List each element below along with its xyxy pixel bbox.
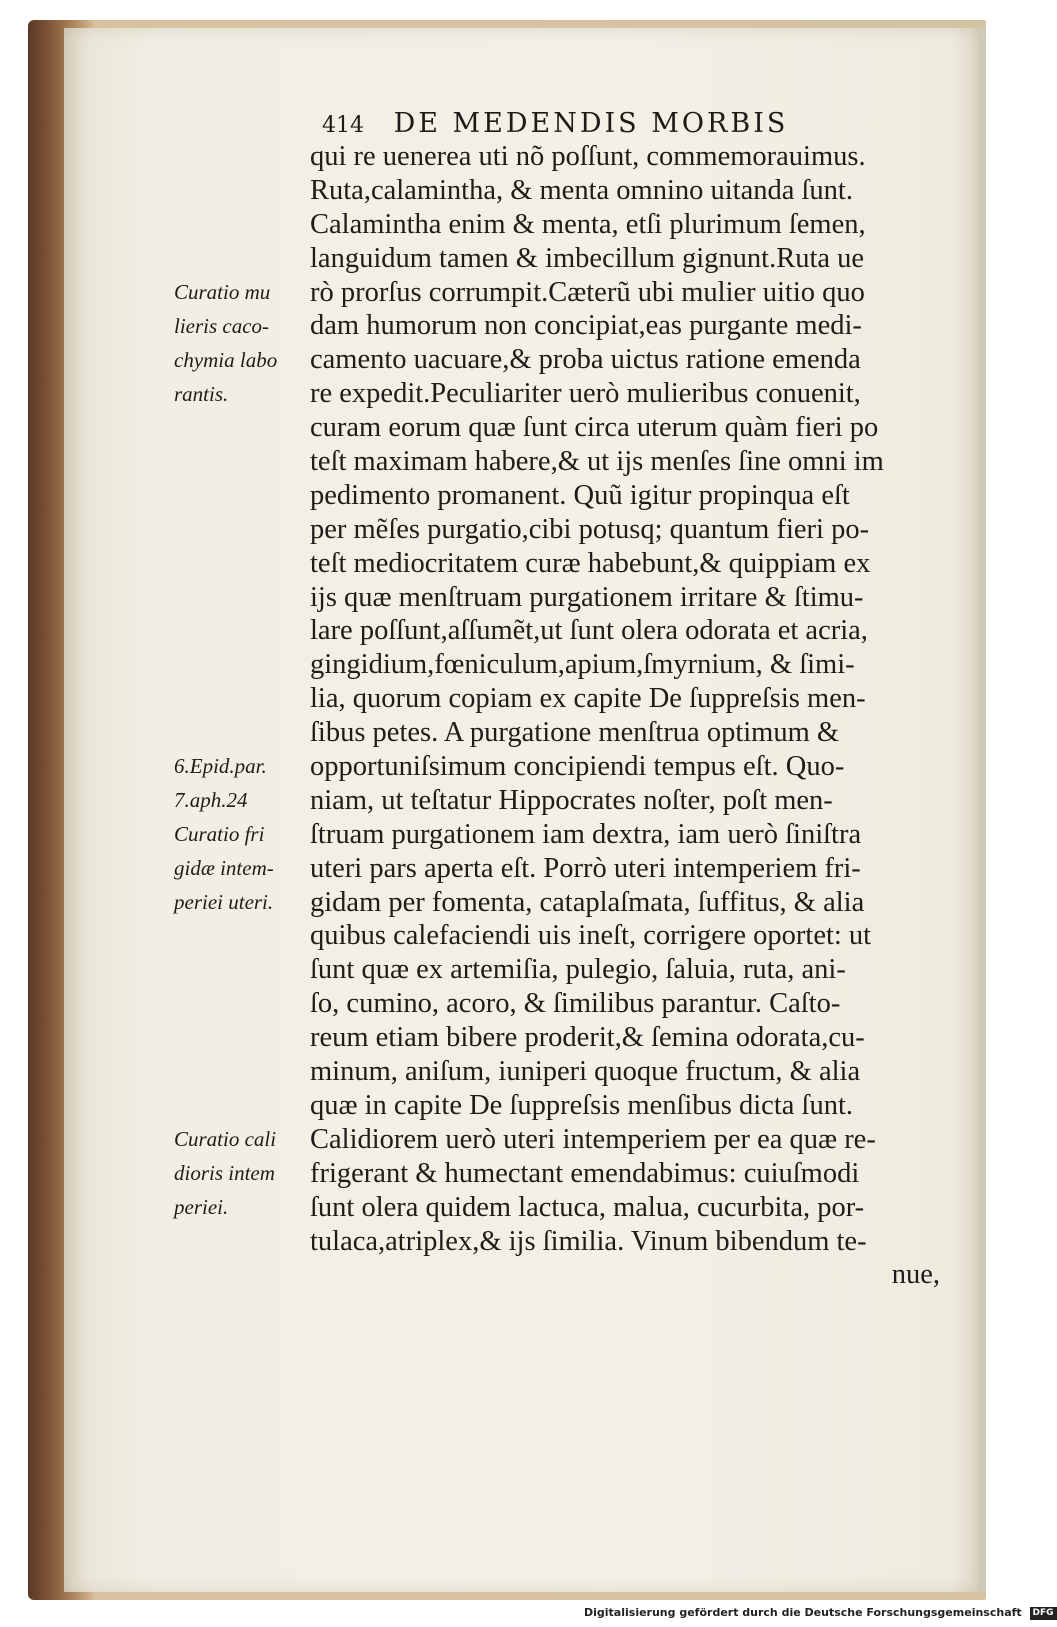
text-line: curam eorum quæ ſunt circa uterum quàm fieri po bbox=[310, 412, 879, 444]
text-line: uteri pars aperta eſt. Porrò uteri intemperiem fri- bbox=[310, 852, 861, 884]
text-line: opportuniſsimum concipiendi tempus eſt. Quo- bbox=[310, 751, 845, 783]
text-line: frigerant & humectant emendabimus: cuiuſmodi bbox=[310, 1157, 860, 1189]
margin-note-line: dioris intem bbox=[174, 1160, 275, 1185]
text-line: gidam per fomenta, cataplaſmata, ſuffitus, & alia bbox=[310, 886, 865, 918]
text-line: camento uacuare,& proba uictus ratione emenda bbox=[310, 344, 861, 376]
text-line: Ruta,calamintha, & menta omnino uitanda ſunt. bbox=[310, 174, 853, 206]
digitization-credit bbox=[584, 1604, 1054, 1622]
text-line: reum etiam bibere proderit,& ſemina odorata,cu- bbox=[310, 1022, 865, 1054]
text-line: niam, ut teſtatur Hippocrates noſter, poſt men- bbox=[310, 784, 833, 816]
text-line: minum, aniſum, iuniperi quoque fructum, & alia bbox=[310, 1056, 861, 1088]
margin-note-reference bbox=[174, 750, 314, 818]
margin-note-line: rantis. bbox=[174, 381, 229, 406]
text-line: Calidiorem uerò uteri intemperiem per ea quæ re- bbox=[310, 1123, 876, 1155]
text-line: ſtruam purgationem iam dextra, iam uerò ſiniſtra bbox=[310, 818, 862, 850]
text-line: lare poſſunt,aſſumẽt,ut ſunt olera odorata et acria, bbox=[310, 615, 868, 647]
margin-note-line: 6.Epid.par. bbox=[174, 754, 267, 778]
text-line: per mẽſes purgatio,cibi potusq; quantum fieri po- bbox=[310, 513, 870, 545]
margin-note-line: Curatio cali bbox=[174, 1127, 277, 1151]
text-line: quæ in capite De ſuppreſsis menſibus dicta ſunt. bbox=[310, 1089, 853, 1121]
text-line: nue, bbox=[891, 1259, 940, 1291]
text-line: ijs quæ menſtruam purgationem irritare & ſtimu- bbox=[310, 581, 864, 613]
margin-note-line: 7.aph.24 bbox=[174, 787, 248, 812]
page-edge-strip bbox=[978, 28, 986, 1592]
margin-note-line: Curatio mu bbox=[174, 280, 271, 304]
text-line: ſibus petes. A purgatione menſtrua optimum & bbox=[310, 717, 840, 749]
text-line: ſunt olera quidem lactuca, malua, cucurbita, por- bbox=[310, 1191, 865, 1223]
text-line: gingidium,fœniculum,apium,ſmyrnium, & ſimi- bbox=[310, 649, 855, 681]
text-line: rò prorſus corrumpit.Cæterũ ubi mulier uitio quo bbox=[310, 276, 865, 308]
margin-note-line: periei uteri. bbox=[174, 889, 274, 914]
text-line: Calamintha enim & menta, etſi plurimum ſemen, bbox=[310, 208, 866, 240]
main-text-block bbox=[310, 140, 970, 1292]
text-line: languidum tamen & imbecillum gignunt.Ruta ue bbox=[310, 242, 865, 274]
text-line: pedimento promanent. Quũ igitur propinqua eſt bbox=[310, 479, 850, 511]
text-line: dam humorum non concipiat,eas purgante medi- bbox=[310, 310, 862, 342]
margin-note-line: chymia labo bbox=[174, 347, 278, 372]
text-line: teſt mediocritatem curæ habebunt,& quippiam ex bbox=[310, 547, 871, 579]
text-line: qui re uenerea uti nõ poſſunt, commemorauimus. bbox=[310, 141, 866, 172]
margin-note-line: lieris caco- bbox=[174, 313, 270, 338]
margin-note-line: gidæ intem- bbox=[174, 855, 274, 880]
dfg-logo: DFG bbox=[1030, 1607, 1057, 1620]
credit-text: Digitalisierung gefördert durch die Deutsche Forschungsgemeinschaft bbox=[584, 1606, 1022, 1619]
text-line: teſt maximam habere,& ut ijs menſes ſine omni im bbox=[310, 446, 884, 478]
text-line: tulaca,atriplex,& ijs ſimilia. Vinum bibendum te- bbox=[310, 1225, 867, 1257]
margin-note-line: Curatio fri bbox=[174, 822, 265, 846]
text-line: ſo, cumino, acoro, & ſimilibus parantur. Caſto- bbox=[310, 988, 841, 1020]
running-header bbox=[322, 108, 922, 139]
margin-note-calidioris bbox=[174, 1123, 314, 1225]
running-title: DE MEDENDIS MORBIS bbox=[393, 108, 789, 139]
text-line: ſunt quæ ex artemiſia, pulegio, ſaluia, ruta, ani- bbox=[310, 954, 846, 986]
margin-note-frigidae bbox=[174, 818, 314, 920]
page-number: 414 bbox=[322, 113, 364, 138]
text-line: re expedit.Peculiariter uerò mulieribus conuenit, bbox=[310, 378, 861, 410]
text-line: quibus calefaciendi uis ineſt, corrigere oportet: ut bbox=[310, 920, 872, 952]
text-line: lia, quorum copiam ex capite De ſuppreſsis men- bbox=[310, 683, 866, 715]
margin-note-line: periei. bbox=[174, 1194, 229, 1219]
margin-note-cacochymia bbox=[174, 276, 314, 412]
